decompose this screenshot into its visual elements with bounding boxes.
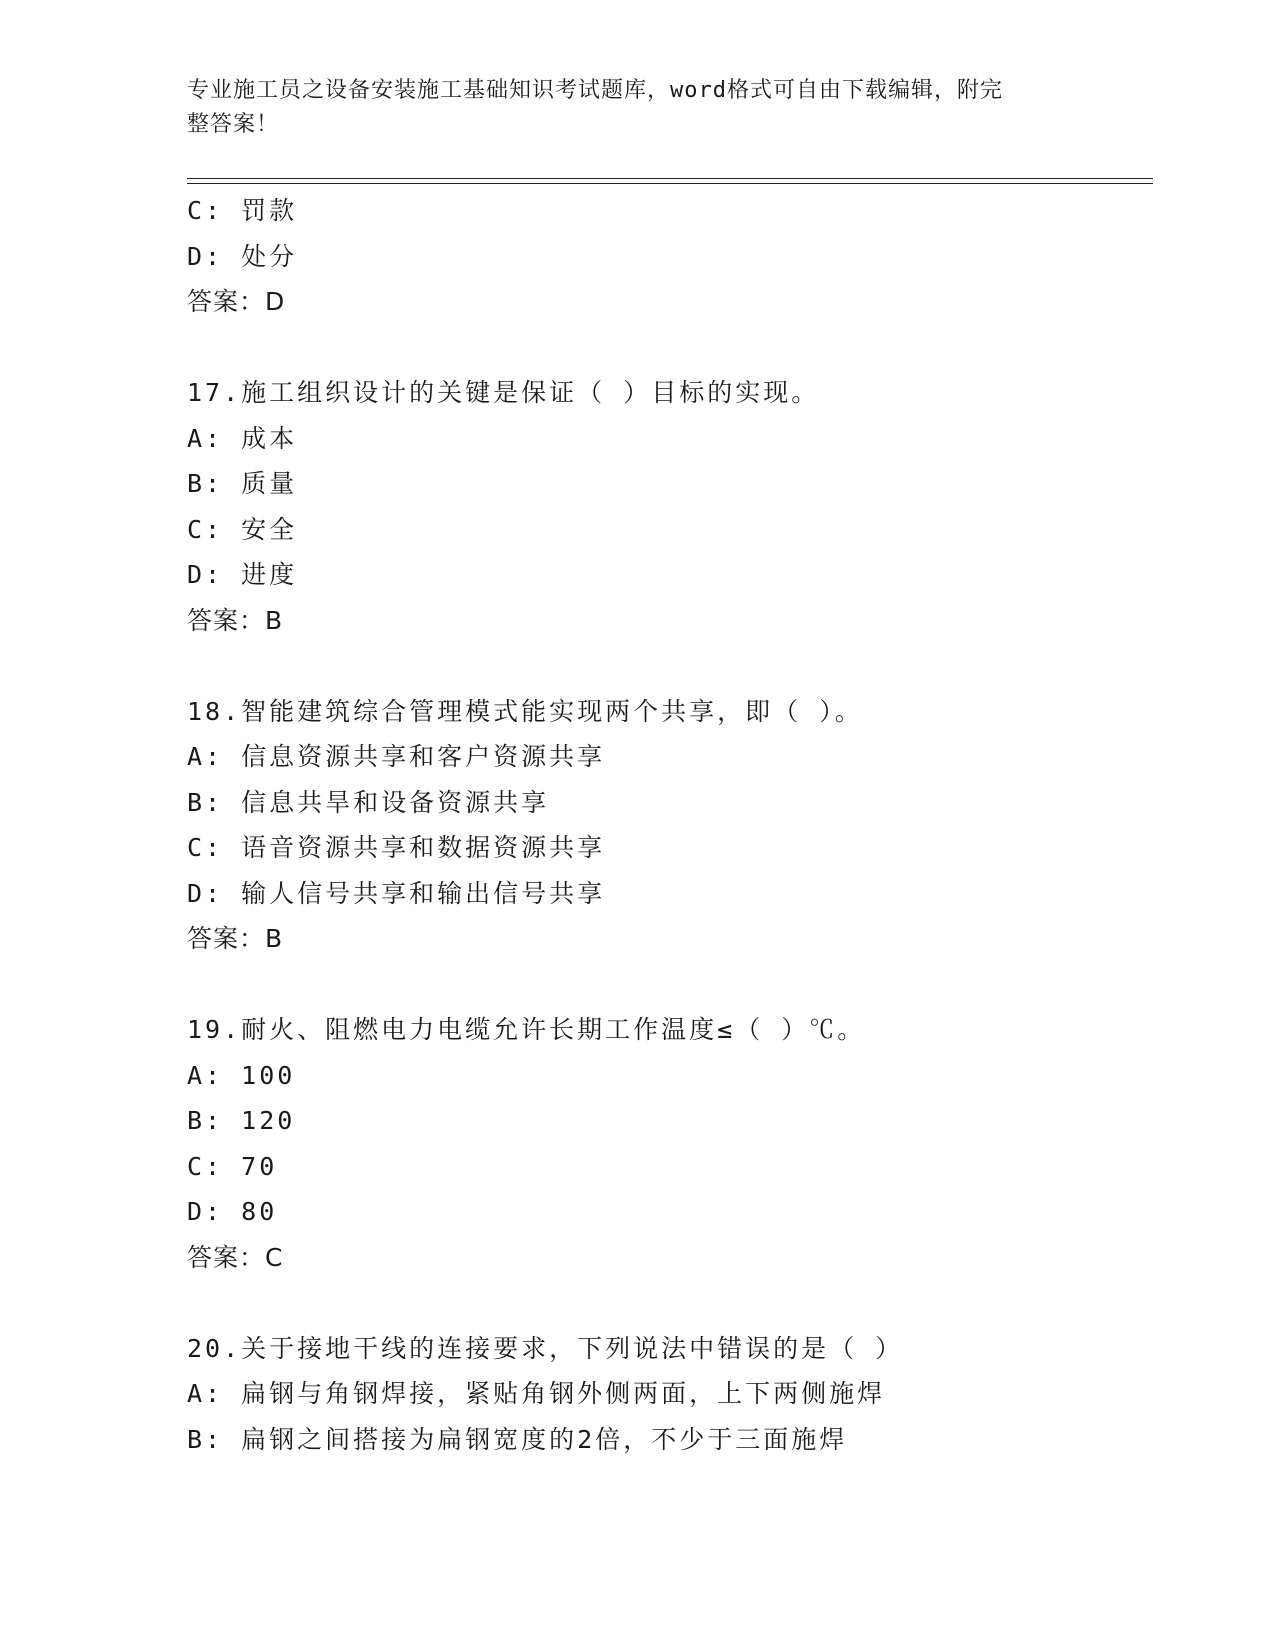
question-text: 18.智能建筑综合管理模式能实现两个共享，即（ ）。 bbox=[187, 696, 863, 726]
option-text: C: 70 bbox=[187, 1151, 278, 1181]
option-text: A: 扁钢与角钢焊接，紧贴角钢外侧两面，上下两侧施焊 bbox=[187, 1379, 886, 1408]
option-text: C: 安全 bbox=[187, 514, 298, 544]
option-text: C: 语音资源共享和数据资源共享 bbox=[187, 833, 606, 862]
option-text: D: 处分 bbox=[187, 241, 298, 271]
question-list bbox=[187, 188, 1153, 1462]
spacer bbox=[187, 643, 1153, 689]
document-header-title: 专业施工员之设备安装施工基础知识考试题库，word格式可自由下载编辑，附完 整答案！ bbox=[187, 78, 1003, 137]
question-text: 17.施工组织设计的关键是保证（ ）目标的实现。 bbox=[187, 378, 820, 407]
option-text: A: 100 bbox=[187, 1060, 296, 1090]
option-text: B: 120 bbox=[187, 1106, 296, 1135]
answer-text: 答案：B bbox=[187, 924, 284, 953]
option-text: D: 80 bbox=[187, 1197, 278, 1226]
option-text: A: 成本 bbox=[187, 423, 298, 453]
answer-text: 答案：C bbox=[187, 1242, 284, 1272]
option-text: B: 质量 bbox=[187, 469, 298, 498]
header-divider-top bbox=[187, 178, 1153, 179]
option-text: D: 进度 bbox=[187, 560, 298, 589]
question-text: 19.耐火、阻燃电力电缆允许长期工作温度≤（ ）℃。 bbox=[187, 1015, 866, 1044]
option-text: D: 输人信号共享和输出信号共享 bbox=[187, 878, 606, 908]
spacer bbox=[187, 325, 1153, 371]
option-text: B: 扁钢之间搭接为扁钢宽度的2倍，不少于三面施焊 bbox=[187, 1424, 848, 1454]
question-text: 20.关于接地干线的连接要求，下列说法中错误的是（ ） bbox=[187, 1333, 904, 1363]
spacer bbox=[187, 962, 1153, 1008]
answer-text: 答案：D bbox=[187, 287, 286, 316]
option-text: A: 信息资源共享和客户资源共享 bbox=[187, 742, 606, 771]
option-text: C: 罚款 bbox=[187, 196, 298, 225]
answer-text: 答案：B bbox=[187, 605, 284, 635]
spacer bbox=[187, 1280, 1153, 1326]
header-divider-bottom bbox=[187, 183, 1153, 184]
option-text: B: 信息共旱和设备资源共享 bbox=[187, 787, 550, 817]
